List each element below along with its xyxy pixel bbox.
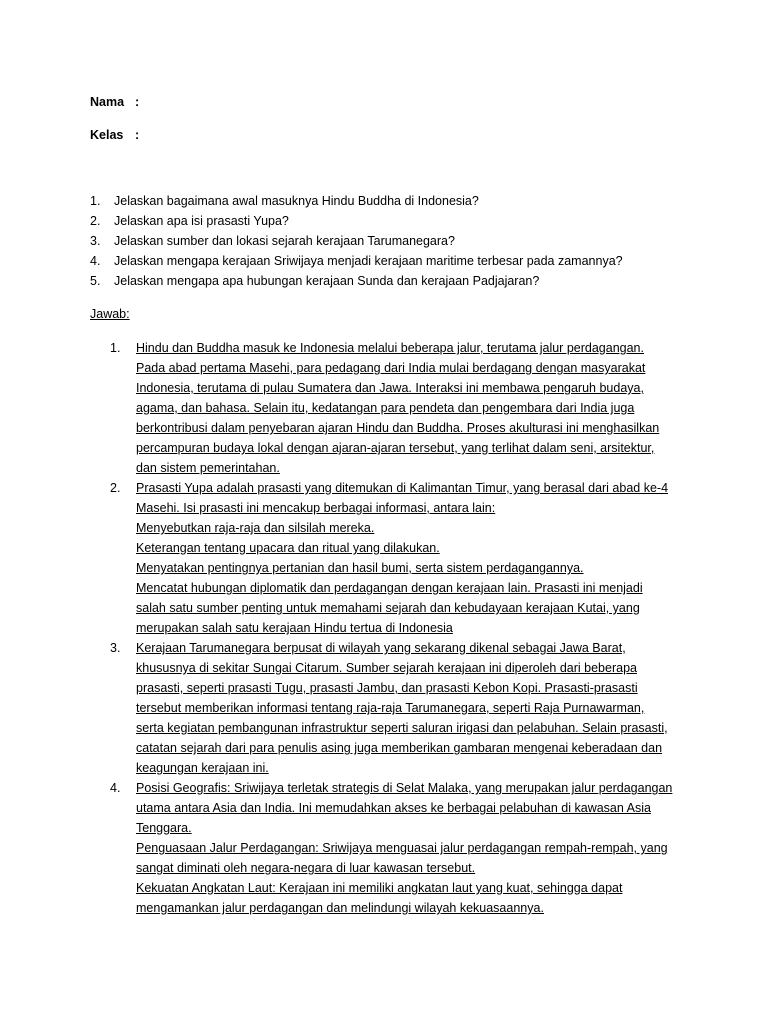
kelas-label: Kelas [90, 128, 124, 142]
answer-line: khususnya di sekitar Sungai Citarum. Sumber sejarah kerajaan ini diperoleh dari beberapa [136, 661, 637, 675]
answer-line: percampuran budaya lokal dengan ajaran-ajaran tersebut, yang terlihat dalam seni, arsitektur, [136, 441, 655, 455]
question-text: Jelaskan apa isi prasasti Yupa? [114, 214, 289, 228]
question-item [90, 191, 710, 211]
answer-line: serta kegiatan pembangunan infrastruktur seperti saluran irigasi dan pelabuhan. Selain prasasti, [136, 721, 668, 735]
answer-line: Prasasti Yupa adalah prasasti yang ditemukan di Kalimantan Timur, yang berasal dari abad ke-4 [136, 481, 669, 495]
answer-line: catatan sejarah dari para penulis asing juga memberikan gambaran mengenai keberadaan dan [136, 741, 663, 755]
answer-line: Pada abad pertama Masehi, para pedagang dari India mulai berdagang dengan masyarakat [136, 361, 646, 375]
answer-number: 3. [110, 641, 121, 655]
question-item [90, 271, 710, 291]
question-item [90, 251, 710, 271]
nama-field [90, 94, 139, 110]
answer-line: Indonesia, terutama di pulau Sumatera dan Jawa. Interaksi ini membawa pengaruh budaya, [136, 381, 644, 395]
answer-line: Kerajaan Tarumanegara berpusat di wilayah yang sekarang dikenal sebagai Jawa Barat, [136, 641, 626, 655]
answer-line: Penguasaan Jalur Perdagangan: Sriwijaya menguasai jalur perdagangan rempah-rempah, yang [136, 841, 668, 855]
answer-line: mengamankan jalur perdagangan dan melindungi wilayah kekuasaannya. [136, 901, 544, 915]
kelas-field [90, 127, 139, 143]
question-number: 5. [90, 274, 101, 288]
question-text: Jelaskan sumber dan lokasi sejarah kerajaan Tarumanegara? [114, 234, 455, 248]
answer-line: Kekuatan Angkatan Laut: Kerajaan ini memiliki angkatan laut yang kuat, sehingga dapat [136, 881, 623, 895]
answer-number: 4. [110, 781, 121, 795]
answer-line: dan sistem pemerintahan. [136, 461, 280, 475]
question-number: 4. [90, 254, 101, 268]
answer-list [110, 338, 680, 918]
answer-line: Menyatakan pentingnya pertanian dan hasil bumi, serta sistem perdagangannya. [136, 561, 584, 575]
answer-line: prasasti, seperti prasasti Tugu, prasasti Jambu, dan prasasti Kebon Kopi. Prasasti-prasasti [136, 681, 638, 695]
answer-line: Posisi Geografis: Sriwijaya terletak strategis di Selat Malaka, yang merupakan jalur perdagangan [136, 781, 673, 795]
answer-line: utama antara Asia dan India. Ini memudahkan akses ke berbagai pelabuhan di kawasan Asia [136, 801, 651, 815]
question-item [90, 231, 710, 251]
question-number: 3. [90, 234, 101, 248]
answer-line: Menyebutkan raja-raja dan silsilah mereka. [136, 521, 375, 535]
answer-line: agama, dan bahasa. Selain itu, kedatangan para pendeta dan pengembara dari India juga [136, 401, 635, 415]
answer-number: 2. [110, 481, 121, 495]
answer-line: Keterangan tentang upacara dan ritual yang dilakukan. [136, 541, 440, 555]
answer-line: Tenggara. [136, 821, 192, 835]
answer-line: merupakan salah satu kerajaan Hindu tertua di Indonesia [136, 621, 453, 635]
answer-item [110, 478, 680, 638]
question-text: Jelaskan bagaimana awal masuknya Hindu Buddha di Indonesia? [114, 194, 479, 208]
jawab-heading: Jawab: [90, 307, 130, 321]
question-text: Jelaskan mengapa apa hubungan kerajaan Sunda dan kerajaan Padjajaran? [114, 274, 540, 288]
answer-line: berkontribusi dalam penyebaran ajaran Hindu dan Buddha. Proses akulturasi ini menghasilkan [136, 421, 660, 435]
answer-line: salah satu sumber penting untuk memahami sejarah dan kebudayaan kerajaan Kutai, yang [136, 601, 640, 615]
answer-line: Masehi. Isi prasasti ini mencakup berbagai informasi, antara lain: [136, 501, 496, 515]
answer-item [110, 338, 680, 478]
answer-line: Mencatat hubungan diplomatik dan perdagangan dengan kerajaan lain. Prasasti ini menjadi [136, 581, 643, 595]
answer-number: 1. [110, 341, 121, 355]
question-list [90, 191, 710, 291]
answer-line: Hindu dan Buddha masuk ke Indonesia melalui beberapa jalur, terutama jalur perdagangan. [136, 341, 644, 355]
nama-label: Nama [90, 95, 125, 109]
kelas-colon: : [135, 128, 140, 142]
answer-item [110, 778, 680, 918]
answer-item [110, 638, 680, 778]
answer-line: keagungan kerajaan ini. [136, 761, 269, 775]
question-number: 2. [90, 214, 101, 228]
answer-line: tersebut memberikan informasi tentang raja-raja Tarumanegara, seperti Raja Purnawarman, [136, 701, 645, 715]
answer-line: sangat diminati oleh negara-negara di luar kawasan tersebut. [136, 861, 476, 875]
question-number: 1. [90, 194, 101, 208]
question-text: Jelaskan mengapa kerajaan Sriwijaya menjadi kerajaan maritime terbesar pada zamannya? [114, 254, 623, 268]
nama-colon: : [135, 95, 140, 109]
question-item [90, 211, 710, 231]
